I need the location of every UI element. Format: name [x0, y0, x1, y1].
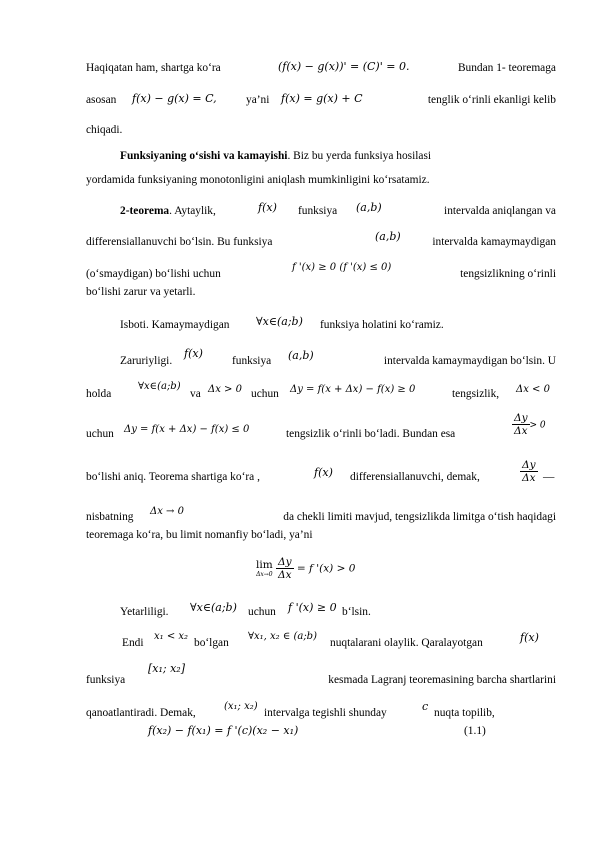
text: va	[190, 388, 201, 400]
text-line-8-end	[428, 266, 556, 282]
formula-derivative-nonneg: f '(x) ≥ 0	[288, 601, 337, 614]
text: teoremaga ko‘ra, bu limit nomanfiy bo‘ladi, ya’ni	[86, 529, 313, 541]
text-intervalga	[264, 705, 424, 721]
theorem-label	[120, 203, 240, 219]
fraction-denominator: Δx	[514, 425, 528, 437]
text-line-18-end	[330, 635, 510, 651]
section-heading: Funksiyaning o‘sishi va kamayishi	[120, 150, 288, 162]
text-bolsin	[342, 604, 402, 620]
formula-dx-negative: Δx < 0	[516, 384, 550, 395]
limit-result: = f '(x) > 0	[296, 562, 356, 575]
fraction-numerator: Δy	[514, 412, 528, 424]
text: (o‘smaydigan) bo‘lishi uchun	[86, 268, 221, 280]
text-uchun	[86, 426, 126, 442]
text: Yetarliligi.	[120, 606, 169, 618]
formula-fx: f(x)	[520, 631, 539, 644]
text: . Biz bu yerda funksiya hosilasi	[287, 150, 432, 162]
fraction-denominator: Δx	[278, 569, 292, 581]
formula-ratio	[520, 459, 538, 484]
text: intervalda kamaymaydigan bo‘lsin. U	[383, 355, 556, 367]
text-line-6-end	[396, 203, 556, 219]
formula-forall-x: ∀x∈(a;b)	[256, 315, 303, 328]
text: tengsizlik o‘rinli bo‘ladi. Bundan esa	[286, 428, 456, 440]
paragraph-line-9	[86, 284, 556, 300]
paragraph-line-7	[86, 234, 346, 250]
text: funksiya	[298, 205, 338, 217]
text: —	[543, 471, 555, 483]
formula-f-equals-g-plus-c: f(x) = g(x) + C	[281, 92, 363, 105]
text-va	[190, 386, 210, 402]
text-bolgan	[194, 635, 254, 651]
text-line-10-end	[320, 317, 556, 333]
formula-fx: f(x)	[314, 466, 333, 479]
text-uchun	[251, 386, 291, 402]
limit-operator: lim	[256, 559, 273, 571]
formula-dx-to-zero: Δx → 0	[150, 506, 184, 517]
text-funksiya	[86, 672, 146, 688]
text: b‘lsin.	[342, 606, 371, 618]
formula-limit	[256, 556, 355, 581]
text-yetarliligi	[120, 604, 190, 620]
text-tengsizlik	[452, 386, 512, 402]
text: holda	[86, 388, 112, 400]
text: intervalga tegishli shunday	[264, 707, 387, 719]
text: . Aytaylik,	[169, 205, 216, 217]
formula-c: c	[422, 700, 429, 713]
paragraph-line-1-end	[430, 60, 556, 76]
text: qanoatlantiradi. Demak,	[86, 707, 196, 719]
formula-dx-positive: Δx > 0	[208, 384, 242, 395]
formula-interval-ab: (a,b)	[356, 201, 382, 214]
formula-forall-x: ∀x∈(a;b)	[190, 601, 237, 614]
text: uchun	[251, 388, 279, 400]
fraction-numerator: Δy	[278, 556, 292, 568]
text: Haqiqatan ham, shartga ko‘ra	[86, 62, 221, 74]
text: Bundan 1- teoremaga	[457, 62, 556, 74]
text: bo‘lishi zarur va yetarli.	[86, 286, 196, 298]
formula-x1-less-x2: x₁ < x₂	[154, 631, 189, 642]
text-line-11-end	[332, 353, 556, 369]
text-nisbatning	[86, 509, 146, 525]
text: tengsizlik,	[452, 388, 500, 400]
formula-derivative-difference: (f(x) − g(x))' = (C)' = 0.	[278, 60, 410, 73]
text-line-19-end	[220, 672, 556, 688]
paragraph-line-14	[86, 469, 318, 485]
text: bo‘lgan	[194, 637, 229, 649]
text: chiqadi.	[86, 124, 123, 136]
text: Zaruriyligi.	[120, 355, 173, 367]
text: Isboti. Kamaymaydigan	[120, 319, 230, 331]
equation-number: (1.1)	[464, 725, 486, 737]
fraction-denominator: Δx	[522, 472, 536, 484]
paragraph-line-3	[86, 122, 556, 138]
theorem-title: 2-teorema	[120, 205, 170, 217]
formula-fx: f(x)	[258, 201, 277, 214]
text: kesmada Lagranj teoremasining barcha shartlarini	[328, 674, 556, 686]
text-line-13-mid	[286, 426, 504, 442]
text: intervalda kamaymaydigan	[432, 236, 556, 248]
formula-fx: f(x)	[184, 347, 203, 360]
text: intervalda aniqlangan va	[444, 205, 556, 217]
paragraph-line-2-end	[384, 92, 556, 108]
text-yani	[246, 92, 286, 108]
text-line-7-end	[414, 234, 556, 250]
text-nuqta-topilib	[434, 705, 554, 721]
formula-segment-x1-x2: [x₁; x₂]	[148, 662, 186, 675]
text: ya’ni	[246, 94, 270, 106]
formula-forall-x: ∀x∈(a;b)	[138, 381, 181, 392]
text: da chekli limiti mavjud, tengsizlikda limitga o‘tish haqidagi	[283, 511, 556, 523]
text: Endi	[122, 637, 144, 649]
text-dash	[543, 469, 557, 485]
limit-subscript: Δx→0	[256, 571, 273, 578]
formula-derivative-condition: f '(x) ≥ 0 (f '(x) ≤ 0)	[292, 262, 392, 273]
formula-dy-nonpositive: Δy = f(x + Δx) − f(x) ≤ 0	[124, 424, 250, 435]
text-line-14-mid	[350, 469, 520, 485]
text-uchun	[248, 604, 288, 620]
text: > 0	[529, 420, 546, 431]
text: nuqta topilib,	[434, 707, 495, 719]
text: differensiallanuvchi bo‘lsin. Bu funksiya	[86, 236, 273, 248]
text-funksiya	[232, 353, 292, 369]
formula-interval-x1-x2: (x₁; x₂)	[224, 701, 258, 712]
text-qanoatlantiradi	[86, 705, 226, 721]
text: tenglik o‘rinli ekanligi kelib	[427, 94, 556, 106]
fraction-numerator: Δy	[522, 459, 536, 471]
text: funksiya holatini ko‘ramiz.	[320, 319, 444, 331]
text: funksiya	[86, 674, 126, 686]
paragraph-line-16	[86, 527, 556, 543]
text-funksiya	[298, 203, 358, 219]
text-line-15-end	[198, 509, 556, 525]
paragraph-line-8	[86, 266, 286, 282]
formula-interval-ab: (a,b)	[288, 349, 314, 362]
formula-dy-nonnegative: Δy = f(x + Δx) − f(x) ≥ 0	[290, 384, 416, 395]
text-holda	[86, 386, 126, 402]
formula-forall-x1-x2: ∀x₁, x₂ ∈ (a;b)	[248, 631, 317, 642]
formula-ratio-positive	[512, 412, 546, 437]
paragraph-line-5	[86, 172, 556, 188]
text: uchun	[248, 606, 276, 618]
text: nisbatning	[86, 511, 134, 523]
paragraph-line-4	[120, 148, 556, 164]
text: bo‘lishi aniq. Teorema shartiga ko‘ra ,	[86, 471, 260, 483]
text: differensiallanuvchi, demak,	[350, 471, 480, 483]
text: tengsizlikning o‘rinli	[460, 268, 556, 280]
formula-f-minus-g: f(x) − g(x) = C,	[132, 92, 217, 105]
text: asosan	[86, 94, 117, 106]
text: uchun	[86, 428, 114, 440]
text: funksiya	[232, 355, 272, 367]
text: yordamida funksiyaning monotonligini aniqlash mumkinligini ko‘rsatamiz.	[86, 174, 430, 186]
formula-interval-ab: (a,b)	[375, 230, 401, 243]
text: nuqtalarani olaylik. Qaralayotgan	[330, 637, 483, 649]
formula-lagrange-equation: f(x₂) − f(x₁) = f '(c)(x₂ − x₁)	[148, 724, 299, 737]
